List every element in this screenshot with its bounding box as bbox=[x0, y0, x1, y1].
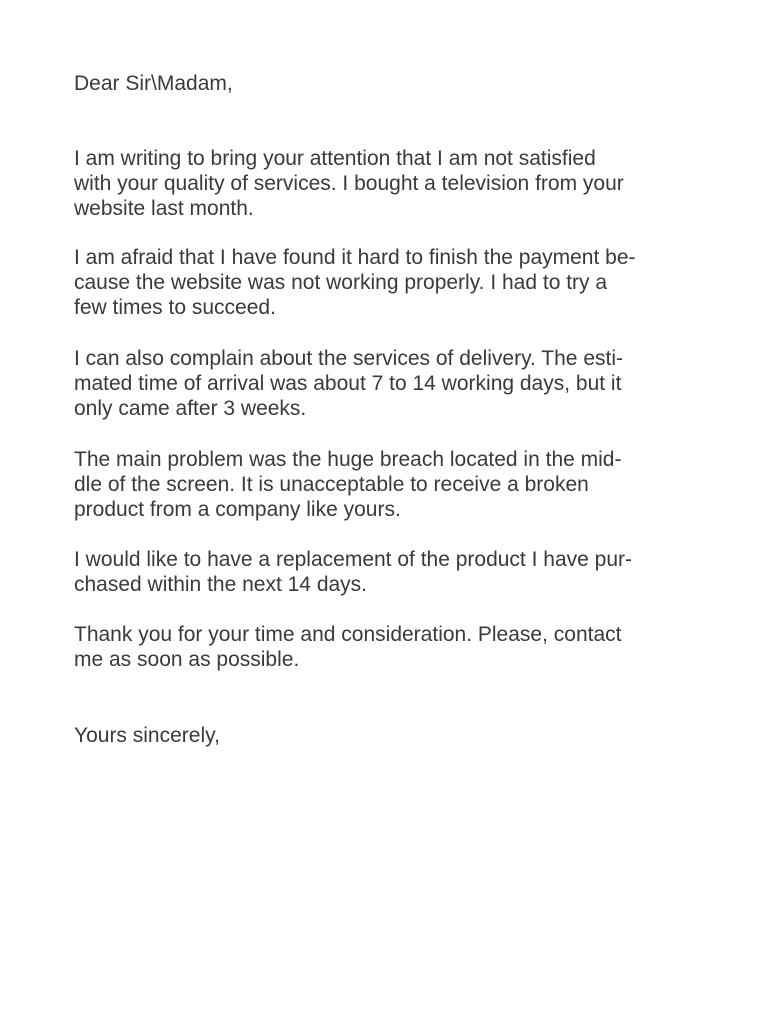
paragraph-line: few times to succeed. bbox=[74, 296, 276, 319]
paragraph-line: website last month. bbox=[74, 197, 254, 220]
paragraph-line: me as soon as possible. bbox=[74, 648, 300, 671]
paragraph-line: Thank you for your time and consideration. Please, contact bbox=[74, 623, 622, 646]
salutation: Dear Sir\Madam, bbox=[74, 72, 233, 95]
paragraph-line: I can also complain about the services of delivery. The esti- bbox=[74, 347, 623, 370]
paragraph-line: cause the website was not working properly. I had to try a bbox=[74, 271, 608, 294]
paragraph-line: I would like to have a replacement of the product I have pur- bbox=[74, 548, 632, 571]
paragraph-line: with your quality of services. I bought a television from your bbox=[74, 172, 624, 195]
paragraph-line: The main problem was the huge breach located in the mid- bbox=[74, 448, 622, 471]
paragraph-line: I am writing to bring your attention that I am not satisfied bbox=[74, 147, 596, 170]
paragraph-line: mated time of arrival was about 7 to 14 working days, but it bbox=[74, 372, 622, 395]
paragraph-line: dle of the screen. It is unacceptable to receive a broken bbox=[74, 473, 589, 496]
paragraph-line: I am afraid that I have found it hard to finish the payment be- bbox=[74, 246, 636, 269]
paragraph-line: product from a company like yours. bbox=[74, 498, 401, 521]
paragraph-line: chased within the next 14 days. bbox=[74, 573, 368, 596]
closing: Yours sincerely, bbox=[74, 724, 220, 747]
paragraph-line: only came after 3 weeks. bbox=[74, 397, 307, 420]
